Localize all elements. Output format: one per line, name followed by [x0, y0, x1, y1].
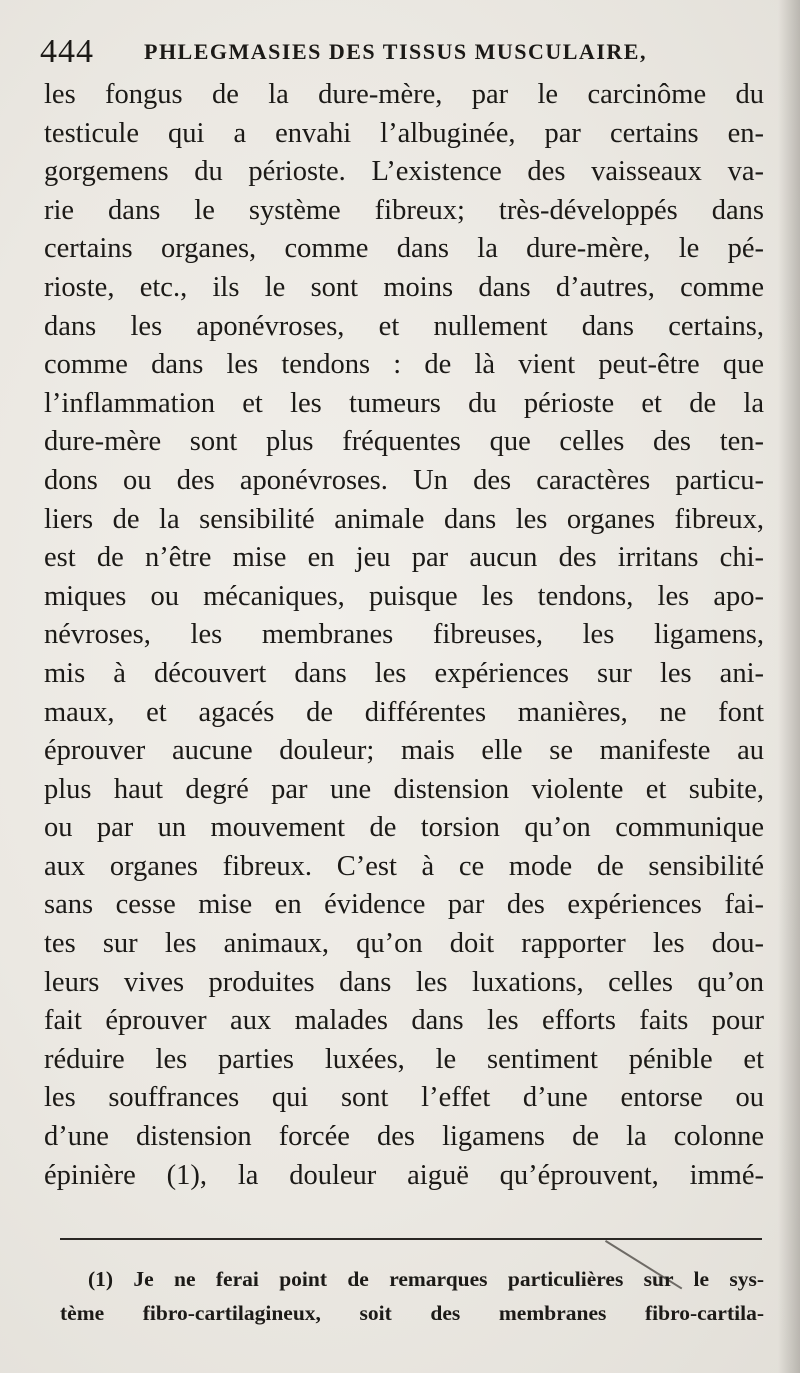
text-line: liers de la sensibilité animale dans les organes fibreux, — [44, 503, 764, 535]
text-line: névroses, les membranes fibreuses, les ligamens, — [44, 619, 764, 651]
footnote — [60, 1262, 764, 1330]
text-line: dure-mère sont plus fréquentes que celles des ten- — [44, 426, 764, 458]
running-head: PHLEGMASIES DES TISSUS MUSCULAIRE, — [144, 39, 647, 64]
text-line: rioste, etc., ils le sont moins dans d’autres, comme — [44, 271, 764, 303]
text-line: l’inflammation et les tumeurs du périoste et de la — [44, 387, 764, 419]
text-line: dans les aponévroses, et nullement dans certains, — [44, 310, 764, 342]
text-line: épinière (1), la douleur aiguë qu’éprouvent, immé- — [44, 1159, 764, 1191]
text-line: rie dans le système fibreux; très-développés dans — [44, 194, 764, 226]
text-line: dons ou des aponévroses. Un des caractères particu- — [44, 464, 764, 496]
text-line: éprouver aucune douleur; mais elle se manifeste au — [44, 735, 764, 767]
text-line: plus haut degré par une distension violente et subite, — [44, 773, 764, 805]
footnote-line: (1) Je ne ferai point de remarques particulières sur le sys- — [88, 1267, 764, 1291]
text-line: tes sur les animaux, qu’on doit rapporter les dou- — [44, 928, 764, 960]
page-header — [40, 30, 760, 74]
text-line: réduire les parties luxées, le sentiment pénible et — [44, 1043, 764, 1075]
text-line: d’une distension forcée des ligamens de la colonne — [44, 1121, 764, 1153]
text-line: maux, et agacés de différentes manières, ne font — [44, 696, 764, 728]
footnote-rule — [60, 1238, 762, 1240]
text-line: fait éprouver aux malades dans les efforts faits pour — [44, 1005, 764, 1037]
text-line: comme dans les tendons : de là vient peut-être que — [44, 349, 764, 381]
text-line: testicule qui a envahi l’albuginée, par certains en- — [44, 117, 764, 149]
text-line: certains organes, comme dans la dure-mère, le pé- — [44, 233, 764, 265]
footnote-line: tème fibro-cartilagineux, soit des membranes fibro-cartila- — [60, 1301, 764, 1325]
text-line: ou par un mouvement de torsion qu’on communique — [44, 812, 764, 844]
text-line: est de n’être mise en jeu par aucun des irritans chi- — [44, 542, 764, 574]
body-text — [44, 76, 764, 1195]
text-line: sans cesse mise en évidence par des expériences fai- — [44, 889, 764, 921]
text-line: aux organes fibreux. C’est à ce mode de sensibilité — [44, 850, 764, 882]
text-line: les fongus de la dure-mère, par le carcinôme du — [44, 79, 764, 110]
page-number: 444 — [40, 33, 94, 70]
text-line: gorgemens du périoste. L’existence des vaisseaux va- — [44, 156, 764, 188]
text-line: miques ou mécaniques, puisque les tendons, les apo- — [44, 580, 764, 612]
text-line: mis à découvert dans les expériences sur les ani- — [44, 657, 764, 689]
page-edge-shadow — [778, 0, 800, 1373]
text-line: leurs vives produites dans les luxations, celles qu’on — [44, 966, 764, 998]
text-line: les souffrances qui sont l’effet d’une entorse ou — [44, 1082, 764, 1114]
